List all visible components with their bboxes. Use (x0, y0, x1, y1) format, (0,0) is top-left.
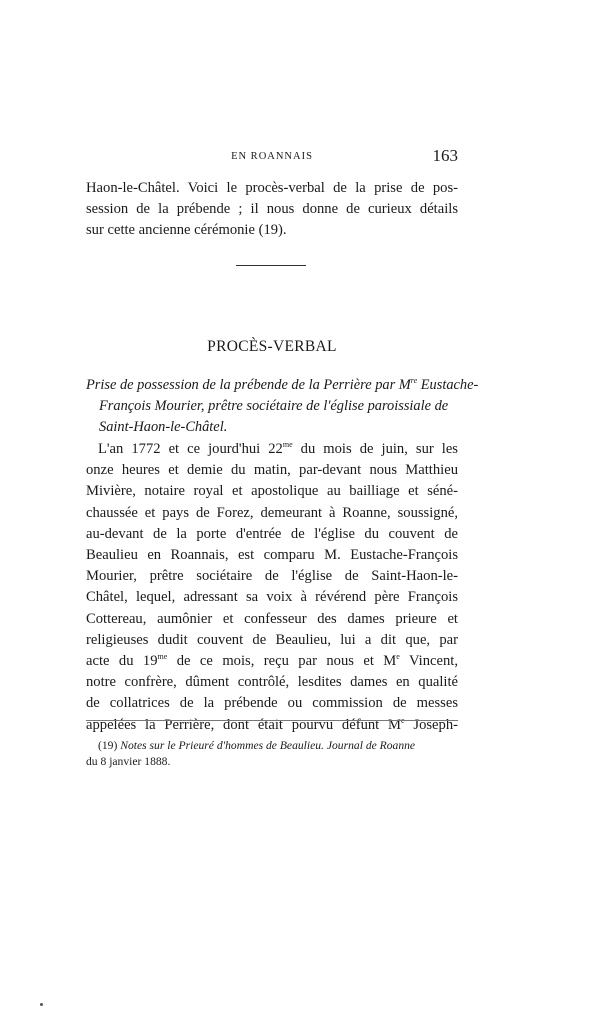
intro-line: sur cette ancienne cérémonie (19). (86, 222, 287, 239)
section-title: PROCÈS-VERBAL (207, 338, 337, 355)
footnote (86, 738, 458, 771)
body-line: notre confrère, dûment contrôlé, lesdites dames en qualité (86, 674, 458, 691)
running-head: EN ROANNAIS (231, 151, 313, 162)
section-divider (236, 265, 306, 266)
body-line: Cottereau, aumônier et confesseur des dames prieure et (86, 610, 458, 627)
subtitle-line: François Mourier, prêtre sociétaire de l'église paroissiale de (99, 398, 449, 414)
paper-speck (40, 1003, 43, 1006)
body-line: de collatrices de la prébende ou commission de messes (86, 695, 458, 712)
footnote-source: Notes sur le Prieuré d'hommes de Beaulieu. Journal de Roanne (120, 739, 416, 752)
body-paragraph (86, 439, 458, 736)
page-header (86, 146, 458, 170)
body-line: appelées la Perrière, dont était pourvu défunt Me Joseph- (86, 715, 458, 733)
body-line: acte du $19^{me}$ de ce mois, reçu par nous et Me Vincent, (86, 652, 458, 670)
body-line: au-devant de la porte d'entrée de l'église du couvent de (86, 525, 458, 542)
footnote-number: (19) (98, 739, 118, 752)
subtitle-line: Prise de possession de la prébende de la Perrière par Mre Eustache- (86, 376, 479, 393)
body-line: L'an 1772 et ce jourd'hui $22^{me}$ du mois de juin, sur les (98, 440, 458, 457)
intro-line: Haon-le-Châtel. Voici le procès-verbal de la prise de pos- (86, 180, 458, 196)
body-line: religieuses dudit couvent de Beaulieu, lui a dit que, par (86, 631, 458, 648)
body-line: Châtel, lequel, adressant sa voix à révérend père François (86, 589, 458, 606)
intro-paragraph (86, 178, 458, 242)
section-subtitle (86, 375, 479, 438)
body-line: Beaulieu en Roannais, est comparu M. Eustache-François (86, 547, 458, 564)
body-line: chaussée et pays de Forez, demeurant à Roanne, soussigné, (86, 504, 458, 521)
body-line: Mourier, prêtre sociétaire de l'église de Saint-Haon-le- (86, 568, 458, 585)
intro-line: session de la prébende ; il nous donne de curieux détails (86, 201, 458, 218)
page-number: 163 (432, 146, 458, 165)
footnote-line: du 8 janvier 1888. (86, 755, 171, 769)
body-line: onze heures et demie du matin, par-devant nous Matthieu (86, 462, 458, 479)
footnote-rule (86, 720, 458, 721)
subtitle-line: Saint-Haon-le-Châtel. (99, 419, 228, 435)
body-line: Mivière, notaire royal et apostolique au bailliage et séné- (86, 483, 458, 500)
footnote-line (86, 738, 458, 754)
